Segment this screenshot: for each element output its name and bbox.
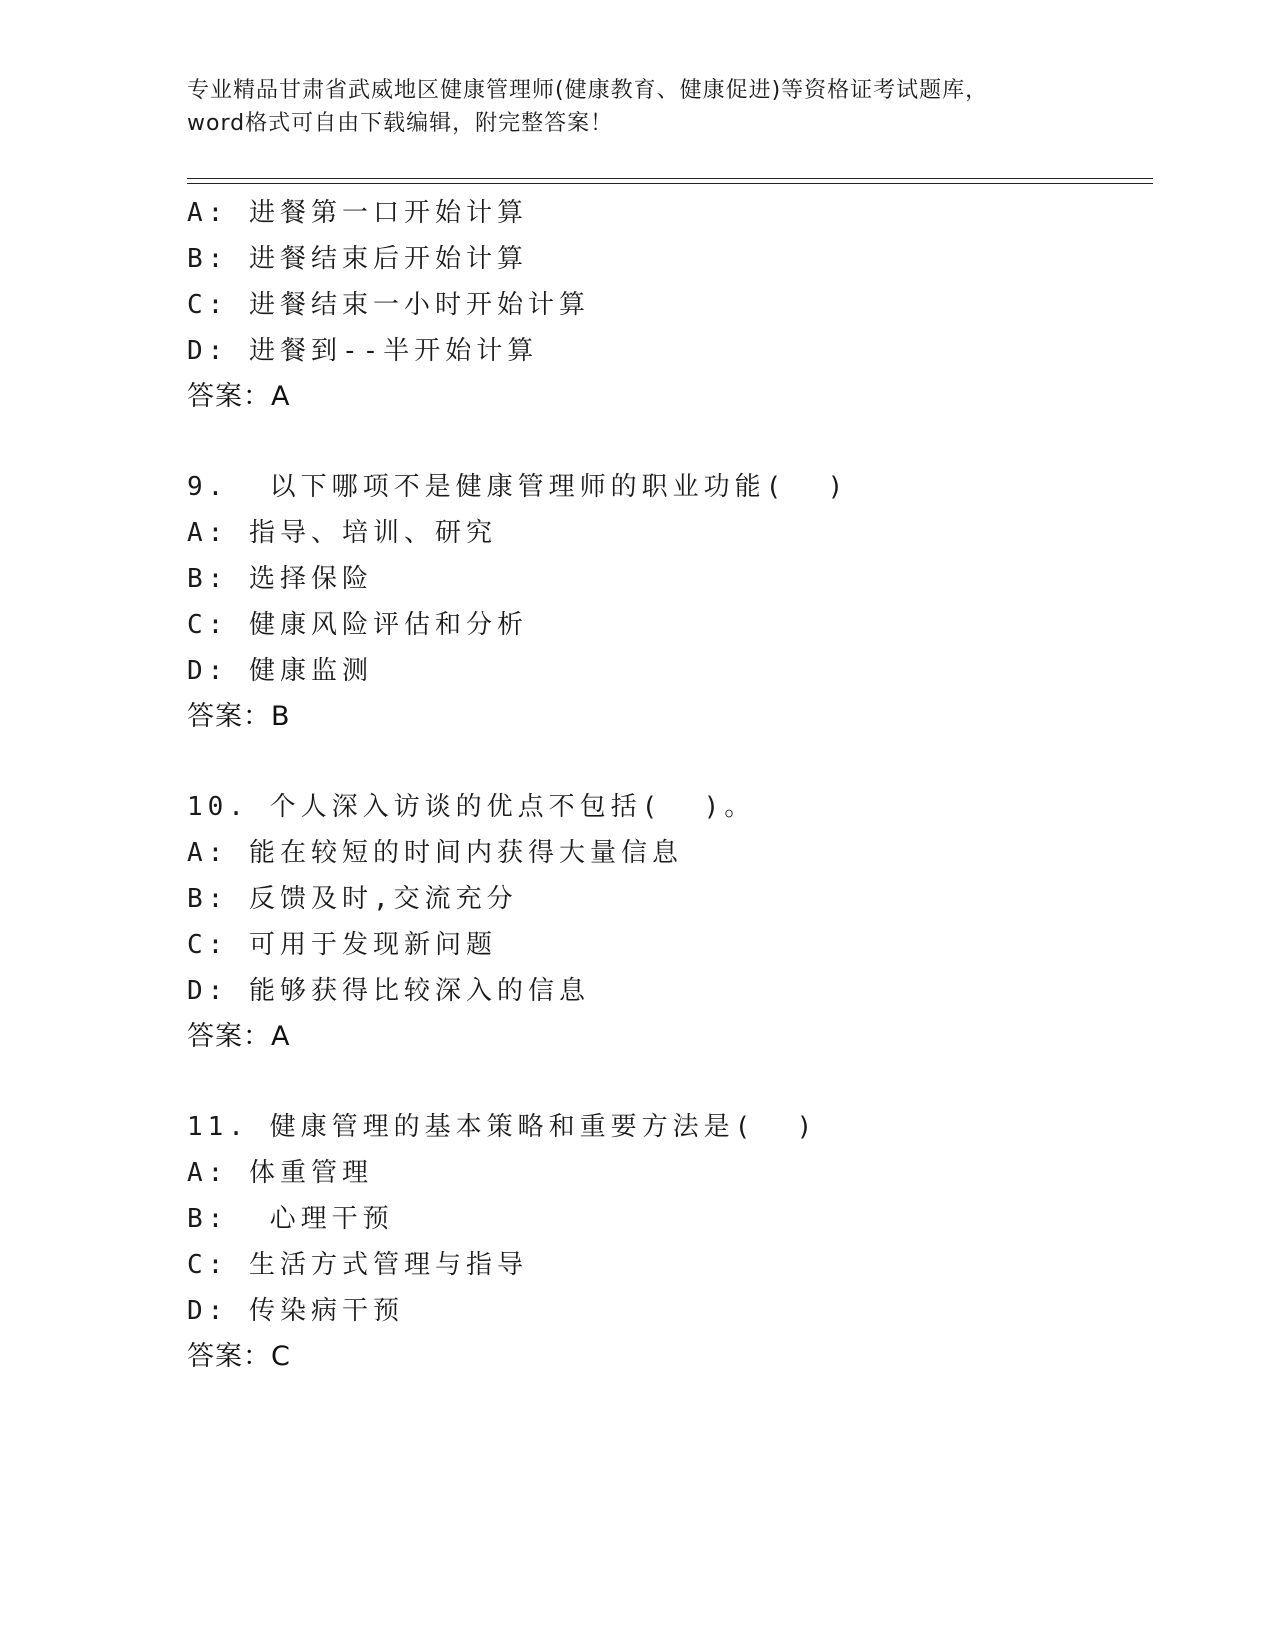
option-a: A: 能在较短的时间内获得大量信息 (187, 838, 683, 868)
option-c: C: 健康风险评估和分析 (187, 610, 528, 640)
answer: 答案：A (187, 381, 291, 412)
question-10 (187, 784, 1147, 1060)
question-text: 10. 个人深入访谈的优点不包括( )。 (187, 792, 756, 822)
option-b: B: 选择保险 (187, 564, 373, 594)
option-c: C: 生活方式管理与指导 (187, 1250, 528, 1280)
question-text: 9. 以下哪项不是健康管理师的职业功能( ) (187, 472, 849, 502)
question-list (187, 190, 1147, 1380)
option-c: C: 可用于发现新问题 (187, 930, 497, 960)
question-9 (187, 464, 1147, 740)
option-c: C: 进餐结束一小时开始计算 (187, 290, 590, 320)
answer: 答案：A (187, 1021, 291, 1052)
option-d: D: 健康监测 (187, 656, 373, 686)
option-d: D: 进餐到--半开始计算 (187, 336, 539, 366)
answer: 答案：C (187, 1341, 291, 1372)
document-header (187, 74, 1147, 140)
option-a: A: 指导、培训、研究 (187, 518, 497, 548)
question-8-continued (187, 190, 1147, 420)
header-line-2: word格式可自由下载编辑，附完整答案！ (187, 111, 614, 136)
answer: 答案：B (187, 701, 291, 732)
header-divider (187, 178, 1153, 184)
option-b: B: 进餐结束后开始计算 (187, 244, 528, 274)
header-line-1: 专业精品甘肃省武威地区健康管理师(健康教育、健康促进)等资格证考试题库， (187, 78, 989, 103)
question-text: 11. 健康管理的基本策略和重要方法是( ) (187, 1112, 818, 1142)
option-a: A: 进餐第一口开始计算 (187, 198, 528, 228)
option-d: D: 传染病干预 (187, 1296, 404, 1326)
question-11 (187, 1104, 1147, 1380)
option-d: D: 能够获得比较深入的信息 (187, 976, 590, 1006)
option-a: A: 体重管理 (187, 1158, 373, 1188)
option-b: B: 心理干预 (187, 1204, 394, 1234)
option-b: B: 反馈及时,交流充分 (187, 884, 518, 914)
